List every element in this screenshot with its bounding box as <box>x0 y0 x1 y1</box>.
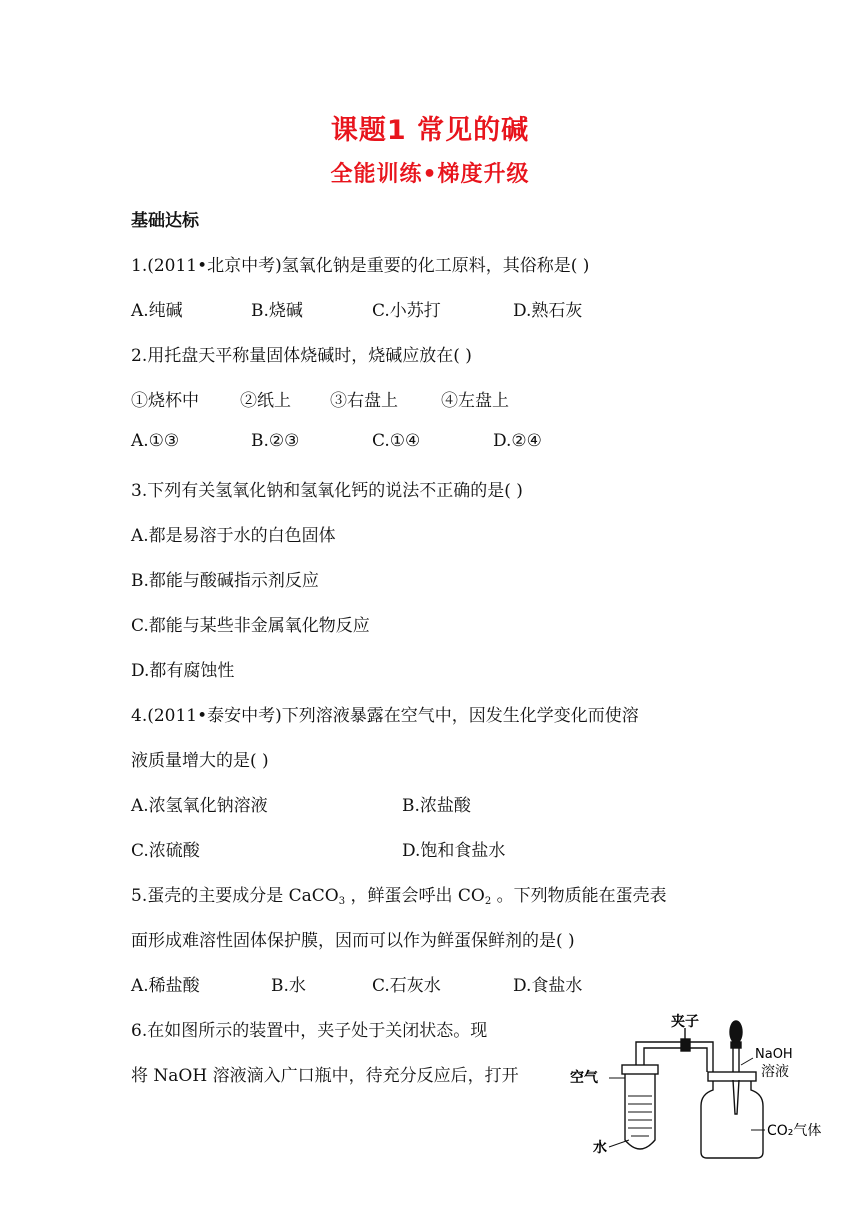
question-6-stem-line2: 将 NaOH 溶液滴入广口瓶中，待充分反应后，打开 <box>131 1066 519 1086</box>
q2-option-a: A.①③ <box>131 431 180 451</box>
bottle-stopper <box>708 1072 756 1081</box>
water-lines <box>628 1096 652 1136</box>
test-tube-stopper <box>622 1065 658 1074</box>
q1-option-b: B.烧碱 <box>251 301 303 321</box>
q1-option-a: A.纯碱 <box>131 301 183 321</box>
q4-option-d: D.饱和食盐水 <box>402 841 506 861</box>
q5-stem-part-c: 。下列物质能在蛋壳表 <box>491 886 667 906</box>
label-water: 水 <box>593 1140 607 1156</box>
q1-option-d: D.熟石灰 <box>513 301 583 321</box>
q5-stem-part-a: 5.蛋壳的主要成分是 CaCO <box>131 886 339 906</box>
q4-option-a: A.浓氢氧化钠溶液 <box>131 796 268 816</box>
question-4-stem-line2: 液质量增大的是( ) <box>131 751 269 771</box>
label-solution: 溶液 <box>761 1064 789 1080</box>
q4-option-b: B.浓盐酸 <box>402 796 471 816</box>
section-heading: 基础达标 <box>131 211 199 231</box>
q2-choice-4: ④左盘上 <box>441 391 509 411</box>
q2-choice-2: ②纸上 <box>240 391 291 411</box>
question-5-stem-line1 <box>131 881 667 907</box>
question-5-stem-line2: 面形成难溶性固体保护膜，因而可以作为鲜蛋保鲜剂的是( ) <box>131 931 575 951</box>
q2-option-c: C.①④ <box>372 431 421 451</box>
q5-option-b: B.水 <box>271 976 306 996</box>
label-clip: 夹子 <box>671 1014 699 1030</box>
q3-option-b: B.都能与酸碱指示剂反应 <box>131 571 319 591</box>
q5-option-a: A.稀盐酸 <box>131 976 200 996</box>
q2-choice-3: ③右盘上 <box>330 391 398 411</box>
label-air: 空气 <box>570 1070 598 1086</box>
q2-choice-1: ①烧杯中 <box>131 391 199 411</box>
q5-subscript-3: 3 <box>338 896 346 907</box>
label-co2-gas: CO₂气体 <box>767 1123 822 1139</box>
q5-option-c: C.石灰水 <box>372 976 441 996</box>
wide-mouth-bottle <box>701 1078 763 1158</box>
clip <box>681 1039 690 1051</box>
q5-option-d: D.食盐水 <box>513 976 583 996</box>
q2-option-d: D.②④ <box>493 431 542 451</box>
q5-subscript-2: 2 <box>484 896 492 907</box>
dropper-bulb <box>730 1021 742 1043</box>
test-tube <box>625 1072 655 1149</box>
q3-option-d: D.都有腐蚀性 <box>131 661 235 681</box>
page-subtitle: 全能训练•梯度升级 <box>330 162 530 187</box>
q3-option-a: A.都是易溶于水的白色固体 <box>131 526 336 546</box>
q1-option-c: C.小苏打 <box>372 301 441 321</box>
label-naoh: NaOH <box>755 1047 793 1062</box>
question-4-stem-line1: 4.(2011•泰安中考)下列溶液暴露在空气中，因发生化学变化而使溶 <box>131 706 639 726</box>
q3-option-c: C.都能与某些非金属氧化物反应 <box>131 616 370 636</box>
apparatus-figure <box>565 1010 830 1160</box>
q2-option-b: B.②③ <box>251 431 300 451</box>
q5-stem-part-b: ，鲜蛋会呼出 CO <box>345 886 485 906</box>
question-6-stem-line1: 6.在如图所示的装置中，夹子处于关闭状态。现 <box>131 1021 488 1041</box>
question-2-stem: 2.用托盘天平称量固体烧碱时，烧碱应放在( ) <box>131 346 472 366</box>
page-title: 课题1 常见的碱 <box>330 115 530 146</box>
q4-option-c: C.浓硫酸 <box>131 841 200 861</box>
question-1-stem: 1.(2011•北京中考)氢氧化钠是重要的化工原料，其俗称是( ) <box>131 256 590 276</box>
question-3-stem: 3.下列有关氢氧化钠和氢氧化钙的说法不正确的是( ) <box>131 481 523 501</box>
